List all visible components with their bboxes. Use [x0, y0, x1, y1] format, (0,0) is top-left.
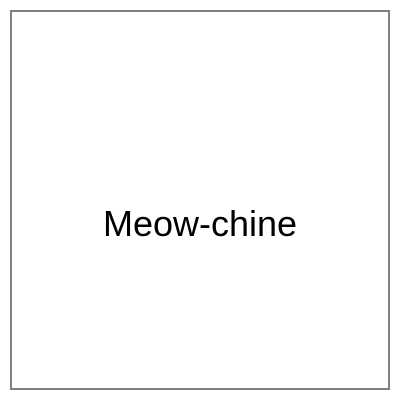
- center-label: Meow-chine: [102, 203, 298, 244]
- content-frame: [10, 10, 390, 390]
